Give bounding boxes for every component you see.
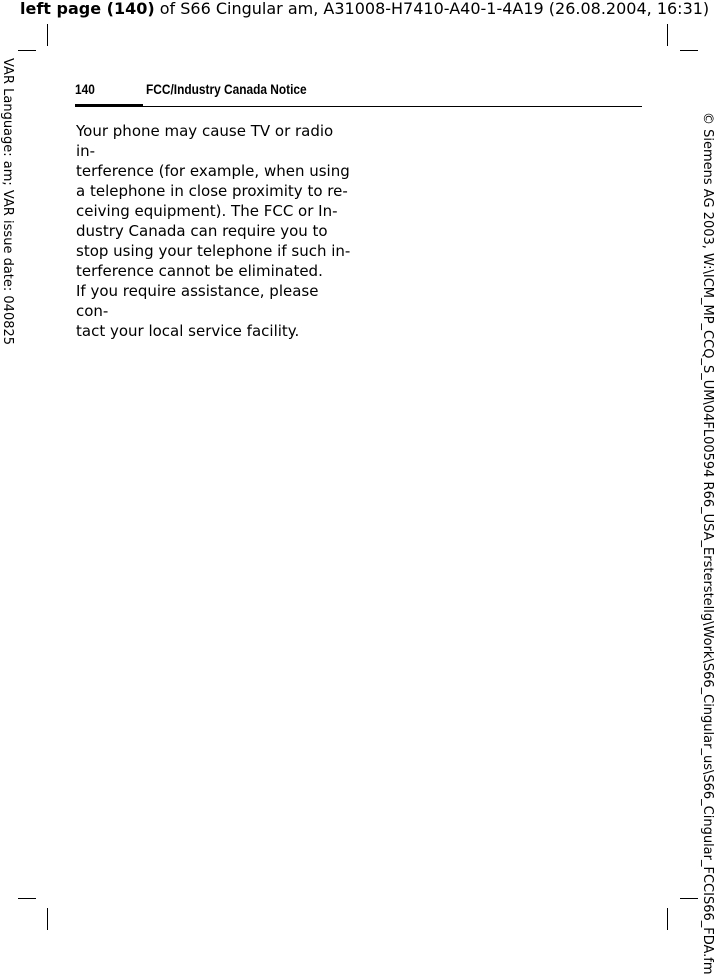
crop-mark bbox=[667, 908, 668, 930]
left-margin-text: VAR Language: am; VAR issue date: 040825 bbox=[0, 58, 15, 346]
crop-mark bbox=[667, 24, 668, 46]
text-line: terference (for example, when using bbox=[76, 162, 350, 180]
page-header bbox=[75, 79, 642, 107]
text-line: dustry Canada can require you to bbox=[76, 222, 328, 240]
crop-mark bbox=[680, 50, 698, 51]
page-number: 140 bbox=[75, 81, 95, 97]
crop-mark bbox=[680, 898, 698, 899]
crop-mark bbox=[47, 908, 48, 930]
body-text bbox=[76, 121, 351, 341]
page-title: FCC/Industry Canada Notice bbox=[146, 81, 307, 97]
text-line: ceiving equipment). The FCC or In- bbox=[76, 202, 338, 220]
text-line: tact your local service facility. bbox=[76, 322, 300, 340]
print-info-details: of S66 Cingular am, A31008-H7410-A40-1-4A19 (26.08.2004, 16:31) bbox=[154, 0, 710, 18]
text-line: Your phone may cause TV or radio in- bbox=[76, 122, 334, 160]
text-line: a telephone in close proximity to re- bbox=[76, 182, 348, 200]
text-line: stop using your telephone if such in- bbox=[76, 242, 351, 260]
text-line: If you require assistance, please con- bbox=[76, 282, 319, 320]
right-margin-info bbox=[699, 112, 715, 975]
right-margin-text: © Siemens AG 2003, W:\ICM_MP_CCQ_S_UM\04FL00594 R66_USA_Ersterstellg\Work\S66_Cingular_us\S66_Cingular_FCCIS66_FDA.fm bbox=[700, 112, 715, 975]
crop-mark bbox=[47, 24, 48, 46]
header-rule bbox=[75, 106, 642, 107]
left-margin-info bbox=[0, 58, 14, 358]
crop-mark bbox=[18, 898, 36, 899]
text-line: terference cannot be eliminated. bbox=[76, 262, 323, 280]
crop-mark bbox=[18, 50, 36, 51]
print-info-page: left page (140) bbox=[20, 0, 155, 18]
print-info-line bbox=[20, 0, 710, 18]
header-rule-accent bbox=[75, 104, 143, 107]
